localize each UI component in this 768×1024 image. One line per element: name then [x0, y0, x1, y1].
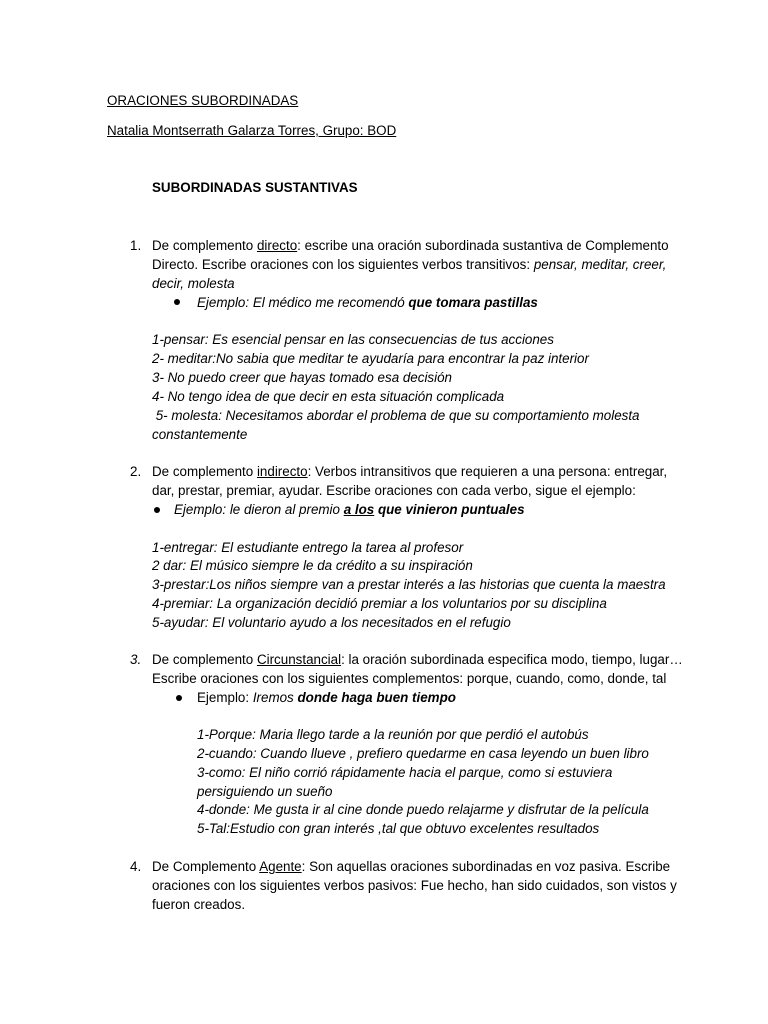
item-heading-text: De complemento: [152, 238, 257, 253]
example-highlight: donde haga buen tiempo: [297, 690, 456, 705]
example-line: [197, 294, 538, 312]
item-verbs-text: pensar, meditar, creer,: [533, 257, 667, 272]
document-title: ORACIONES SUBORDINADAS: [107, 93, 299, 108]
item-heading-text: : Son aquellas oraciones subordinadas en voz pasiva. Escribe: [301, 859, 671, 874]
item-number: 2.: [130, 464, 142, 479]
example-italic: Iremos: [252, 690, 298, 705]
item-description-text: Directo. Escribe oraciones con los siguientes verbos transitivos:: [152, 257, 534, 272]
item-heading-text: : Verbos intransitivos que requieren a una persona: entregar,: [307, 464, 668, 479]
answer-line: 2-cuando: Cuando llueve , prefiero quedarme en casa leyendo un buen libro: [197, 746, 649, 761]
item-heading-text: : escribe una oración subordinada sustantiva de Complemento: [297, 238, 669, 253]
answer-line: 2 dar: El músico siempre le da crédito a su inspiración: [152, 558, 473, 573]
item-keyword: indirecto: [256, 464, 308, 479]
item-heading-line: [152, 651, 683, 669]
bullet-icon: [154, 507, 160, 513]
bullet-icon: [176, 695, 182, 701]
answer-line: constantemente: [152, 427, 248, 442]
item-verbs-line: decir, molesta: [152, 276, 235, 291]
answer-line: 4-premiar: La organización decidió premiar a los voluntarios por su disciplina: [152, 596, 607, 611]
item-heading-line: [152, 463, 667, 481]
answer-line: 4-donde: Me gusta ir al cine donde puedo relajarme y disfrutar de la película: [197, 802, 649, 817]
answer-line: 1-Porque: Maria llego tarde a la reunión por que perdió el autobús: [197, 727, 589, 742]
item-heading-text: De complemento: [152, 652, 257, 667]
section-title: SUBORDINADAS SUSTANTIVAS: [152, 180, 358, 195]
answer-line: 1-entregar: El estudiante entrego la tarea al profesor: [152, 540, 464, 555]
answer-line: 3-prestar:Los niños siempre van a prestar interés a las historias que cuenta la maestra: [152, 577, 666, 592]
example-line: [197, 689, 456, 707]
answer-line: 5- molesta: Necesitamos abordar el problema de que su comportamiento molesta: [152, 408, 640, 423]
bullet-icon: [174, 299, 180, 305]
answer-line: 2- meditar:No sabia que meditar te ayudaría para encontrar la paz interior: [152, 351, 589, 366]
example-highlight: que vinieron puntuales: [374, 502, 525, 517]
item-description-line: [152, 256, 666, 274]
answer-line: 5-Tal:Estudio con gran interés ,tal que obtuvo excelentes resultados: [197, 821, 600, 836]
answer-line: persiguiendo un sueño: [197, 784, 333, 799]
item-keyword: Circunstancial: [256, 652, 342, 667]
item-number: 4.: [130, 859, 142, 874]
answer-line: 3-como: El niño corrió rápidamente hacia el parque, como si estuviera: [197, 765, 613, 780]
answer-line: 4- No tengo idea de que decir en esta situación complicada: [152, 389, 505, 404]
answer-line: 5-ayudar: El voluntario ayudo a los necesitados en el refugio: [152, 615, 511, 630]
item-heading-text: De Complemento: [152, 859, 260, 874]
item-description-line: oraciones con los siguientes verbos pasivos: Fue hecho, han sido cuidados, son vistos y: [152, 878, 677, 893]
author-line: Natalia Montserrath Galarza Torres, Grupo: BOD: [107, 123, 397, 138]
item-description-line: dar, prestar, premiar, ayudar. Escribe oraciones con cada verbo, sigue el ejemplo:: [152, 483, 636, 498]
example-line: [174, 501, 525, 519]
item-heading-line: [152, 237, 669, 255]
item-description-line: Escribe oraciones con los siguientes complementos: porque, cuando, como, donde, tal: [152, 671, 667, 686]
example-highlight: que tomara pastillas: [408, 295, 538, 310]
item-heading-text: : la oración subordinada especifica modo, tiempo, lugar…: [341, 652, 683, 667]
answer-line: 1-pensar: Es esencial pensar en las consecuencias de tus acciones: [152, 332, 554, 347]
item-keyword: directo: [256, 238, 298, 253]
example-text: Ejemplo: El médico me recomendó: [197, 295, 409, 310]
item-heading-line: [152, 858, 670, 876]
item-number: 1.: [130, 238, 142, 253]
answer-line: 3- No puedo creer que hayas tomado esa decisión: [152, 370, 452, 385]
item-description-line: fueron creados.: [152, 897, 246, 912]
item-number: 3.: [130, 652, 142, 667]
item-heading-text: De complemento: [152, 464, 257, 479]
example-text: Ejemplo:: [197, 690, 253, 705]
example-text: Ejemplo: le dieron al premio: [174, 502, 344, 517]
item-keyword: Agente: [259, 859, 302, 874]
example-underlined: a los: [343, 502, 375, 517]
